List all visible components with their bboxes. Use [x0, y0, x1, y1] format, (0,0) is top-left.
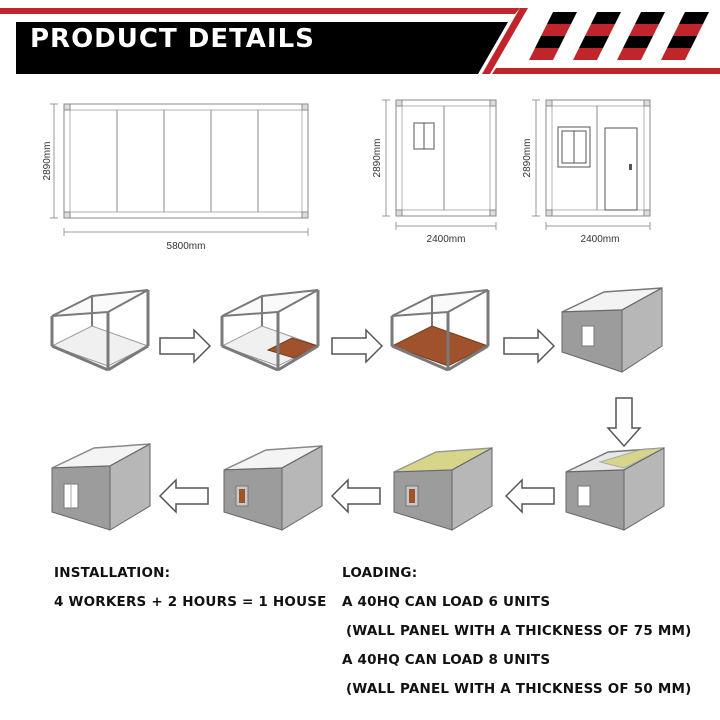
- end-window-width-label: 2400mm: [426, 234, 466, 245]
- arrow-right-icon: [332, 330, 382, 362]
- step-3-full-floor: [392, 290, 488, 370]
- installation-detail: 4 WORKERS + 2 HOURS = 1 HOUSE: [54, 594, 327, 610]
- step-1-frame: [52, 290, 148, 370]
- step-6-roof-insulation: [394, 448, 492, 530]
- arrow-right-icon: [160, 330, 210, 362]
- step-5-roof-insulation-full: [566, 448, 664, 530]
- step-2-partial-floor: [222, 290, 318, 370]
- loading-note-1: (WALL PANEL WITH A THICKNESS OF 75 MM): [346, 623, 692, 639]
- page-title: PRODUCT DETAILS: [30, 24, 315, 54]
- arrow-left-icon: [332, 480, 380, 512]
- side-height-label: 2890mm: [42, 141, 53, 181]
- arrow-right-icon: [504, 330, 554, 362]
- end-window-height-label: 2890mm: [372, 138, 383, 178]
- loading-line-2: A 40HQ CAN LOAD 8 UNITS: [342, 652, 551, 668]
- end-door-width-label: 2400mm: [580, 234, 620, 245]
- step-4-walls: [562, 288, 662, 372]
- loading-note-2: (WALL PANEL WITH A THICKNESS OF 50 MM): [346, 681, 692, 697]
- loading-heading: LOADING:: [342, 565, 418, 581]
- arrow-down-icon: [608, 398, 640, 446]
- end-window-drawing: [382, 100, 496, 230]
- step-7-roof-panel: [224, 446, 322, 530]
- loading-line-1: A 40HQ CAN LOAD 6 UNITS: [342, 594, 551, 610]
- end-door-height-label: 2890mm: [522, 138, 533, 178]
- installation-heading: INSTALLATION:: [54, 565, 171, 581]
- side-width-label: 5800mm: [166, 241, 206, 252]
- side-elevation-drawing: [50, 104, 308, 236]
- arrow-left-icon: [506, 480, 554, 512]
- step-8-finished: [52, 444, 150, 530]
- end-door-drawing: [532, 100, 650, 230]
- arrow-left-icon: [160, 480, 208, 512]
